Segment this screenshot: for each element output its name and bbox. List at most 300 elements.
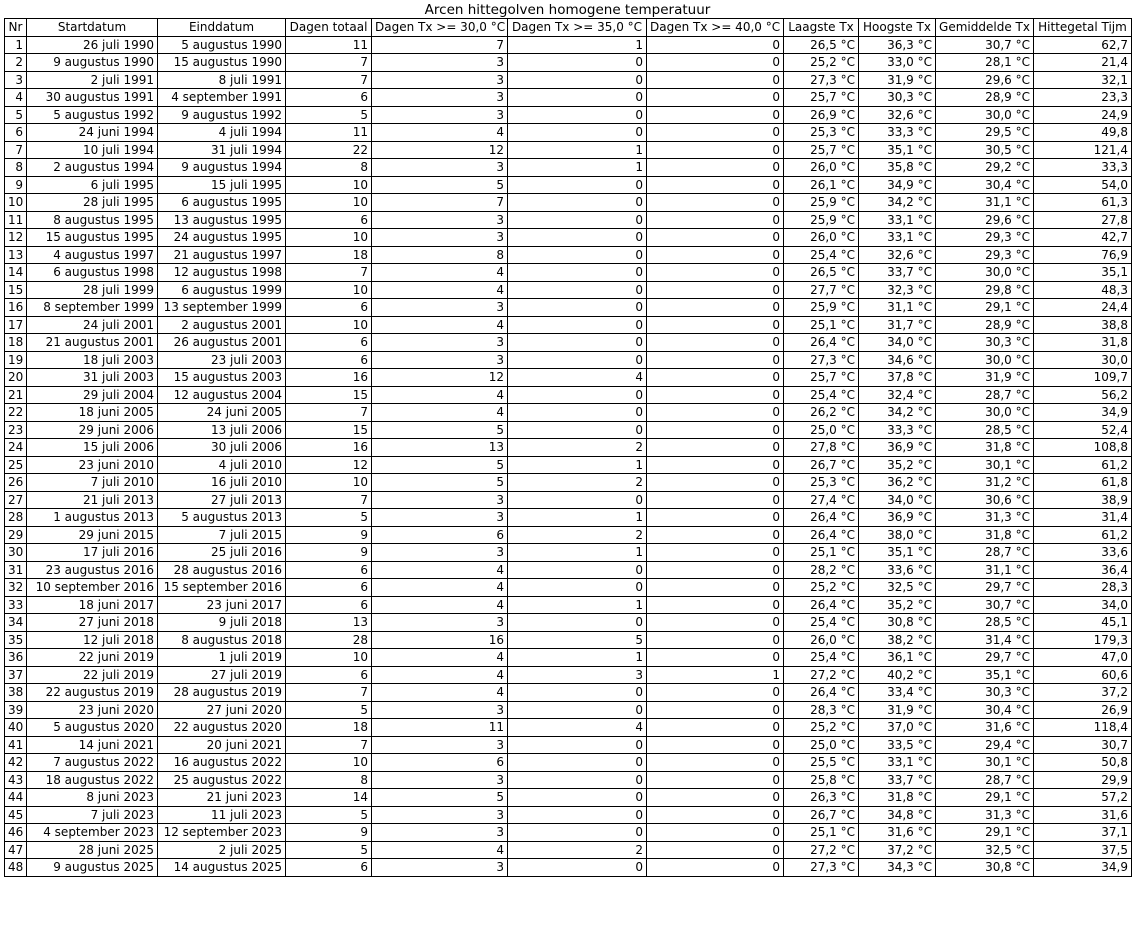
cell-dagen-30: 3 <box>372 54 508 72</box>
cell-einddatum: 12 augustus 1998 <box>158 264 286 282</box>
cell-dagen-30: 4 <box>372 666 508 684</box>
cell-dagen-totaal: 7 <box>286 736 372 754</box>
cell-startdatum: 8 augustus 1995 <box>27 211 158 229</box>
cell-dagen-30: 4 <box>372 579 508 597</box>
cell-dagen-40: 0 <box>647 719 784 737</box>
cell-gemiddelde-tx: 30,7 °C <box>936 596 1034 614</box>
cell-dagen-40: 0 <box>647 526 784 544</box>
cell-laagste-tx: 28,3 °C <box>784 701 859 719</box>
table-row <box>5 509 1132 527</box>
cell-hoogste-tx: 31,9 °C <box>859 71 936 89</box>
cell-einddatum: 11 juli 2023 <box>158 806 286 824</box>
cell-einddatum: 13 september 1999 <box>158 299 286 317</box>
cell-dagen-30: 3 <box>372 211 508 229</box>
cell-startdatum: 18 augustus 2022 <box>27 771 158 789</box>
cell-gemiddelde-tx: 29,2 °C <box>936 159 1034 177</box>
cell-dagen-35: 0 <box>508 579 647 597</box>
table-row <box>5 736 1132 754</box>
table-row <box>5 631 1132 649</box>
cell-dagen-40: 0 <box>647 701 784 719</box>
cell-hittegetal: 36,4 <box>1034 561 1132 579</box>
cell-einddatum: 6 augustus 1999 <box>158 281 286 299</box>
cell-hittegetal: 118,4 <box>1034 719 1132 737</box>
cell-dagen-35: 2 <box>508 841 647 859</box>
cell-hittegetal: 121,4 <box>1034 141 1132 159</box>
cell-gemiddelde-tx: 30,3 °C <box>936 684 1034 702</box>
cell-hittegetal: 27,8 <box>1034 211 1132 229</box>
cell-dagen-totaal: 5 <box>286 841 372 859</box>
cell-gemiddelde-tx: 29,3 °C <box>936 229 1034 247</box>
cell-einddatum: 28 augustus 2016 <box>158 561 286 579</box>
cell-dagen-35: 3 <box>508 666 647 684</box>
cell-dagen-40: 0 <box>647 369 784 387</box>
cell-startdatum: 8 juni 2023 <box>27 789 158 807</box>
cell-startdatum: 28 juli 1999 <box>27 281 158 299</box>
table-row <box>5 106 1132 124</box>
cell-dagen-35: 0 <box>508 264 647 282</box>
cell-startdatum: 18 juni 2005 <box>27 404 158 422</box>
cell-hoogste-tx: 40,2 °C <box>859 666 936 684</box>
cell-hittegetal: 45,1 <box>1034 614 1132 632</box>
cell-hoogste-tx: 33,7 °C <box>859 771 936 789</box>
cell-nr: 3 <box>5 71 27 89</box>
cell-startdatum: 15 juli 2006 <box>27 439 158 457</box>
cell-laagste-tx: 27,7 °C <box>784 281 859 299</box>
cell-laagste-tx: 26,0 °C <box>784 229 859 247</box>
cell-dagen-40: 0 <box>647 491 784 509</box>
cell-einddatum: 4 juli 2010 <box>158 456 286 474</box>
cell-hittegetal: 61,2 <box>1034 456 1132 474</box>
cell-dagen-30: 3 <box>372 824 508 842</box>
cell-gemiddelde-tx: 28,7 °C <box>936 544 1034 562</box>
cell-hoogste-tx: 34,3 °C <box>859 859 936 877</box>
cell-startdatum: 2 augustus 1994 <box>27 159 158 177</box>
cell-laagste-tx: 25,4 °C <box>784 386 859 404</box>
cell-startdatum: 5 augustus 2020 <box>27 719 158 737</box>
cell-dagen-30: 3 <box>372 736 508 754</box>
cell-startdatum: 23 juni 2010 <box>27 456 158 474</box>
cell-nr: 19 <box>5 351 27 369</box>
cell-hittegetal: 76,9 <box>1034 246 1132 264</box>
cell-nr: 32 <box>5 579 27 597</box>
cell-nr: 28 <box>5 509 27 527</box>
cell-dagen-40: 0 <box>647 386 784 404</box>
cell-laagste-tx: 25,4 °C <box>784 246 859 264</box>
cell-hoogste-tx: 32,5 °C <box>859 579 936 597</box>
cell-einddatum: 1 juli 2019 <box>158 649 286 667</box>
cell-nr: 1 <box>5 36 27 54</box>
cell-laagste-tx: 25,4 °C <box>784 649 859 667</box>
cell-startdatum: 21 juli 2013 <box>27 491 158 509</box>
cell-dagen-30: 16 <box>372 631 508 649</box>
cell-einddatum: 4 juli 1994 <box>158 124 286 142</box>
cell-dagen-totaal: 16 <box>286 439 372 457</box>
cell-hittegetal: 34,9 <box>1034 404 1132 422</box>
cell-gemiddelde-tx: 31,6 °C <box>936 719 1034 737</box>
cell-dagen-35: 1 <box>508 159 647 177</box>
cell-hittegetal: 61,3 <box>1034 194 1132 212</box>
cell-laagste-tx: 25,5 °C <box>784 754 859 772</box>
cell-hittegetal: 31,6 <box>1034 806 1132 824</box>
table-row <box>5 124 1132 142</box>
cell-laagste-tx: 26,5 °C <box>784 264 859 282</box>
cell-hittegetal: 61,8 <box>1034 474 1132 492</box>
cell-dagen-40: 0 <box>647 736 784 754</box>
table-row <box>5 404 1132 422</box>
cell-dagen-40: 0 <box>647 544 784 562</box>
cell-dagen-40: 0 <box>647 596 784 614</box>
cell-nr: 31 <box>5 561 27 579</box>
cell-dagen-totaal: 6 <box>286 334 372 352</box>
cell-gemiddelde-tx: 29,7 °C <box>936 579 1034 597</box>
cell-laagste-tx: 25,3 °C <box>784 474 859 492</box>
cell-dagen-40: 0 <box>647 649 784 667</box>
cell-hoogste-tx: 33,4 °C <box>859 684 936 702</box>
table-row <box>5 439 1132 457</box>
cell-nr: 30 <box>5 544 27 562</box>
cell-nr: 23 <box>5 421 27 439</box>
cell-hoogste-tx: 37,2 °C <box>859 841 936 859</box>
cell-dagen-40: 0 <box>647 124 784 142</box>
cell-nr: 13 <box>5 246 27 264</box>
cell-hittegetal: 26,9 <box>1034 701 1132 719</box>
cell-dagen-35: 0 <box>508 614 647 632</box>
cell-nr: 10 <box>5 194 27 212</box>
cell-gemiddelde-tx: 30,6 °C <box>936 491 1034 509</box>
cell-nr: 46 <box>5 824 27 842</box>
cell-dagen-40: 0 <box>647 806 784 824</box>
cell-einddatum: 21 augustus 1997 <box>158 246 286 264</box>
page-title: Arcen hittegolven homogene temperatuur <box>424 2 711 18</box>
cell-nr: 8 <box>5 159 27 177</box>
cell-nr: 15 <box>5 281 27 299</box>
cell-laagste-tx: 25,2 °C <box>784 719 859 737</box>
table-row <box>5 771 1132 789</box>
cell-dagen-40: 1 <box>647 666 784 684</box>
cell-startdatum: 21 augustus 2001 <box>27 334 158 352</box>
cell-laagste-tx: 25,8 °C <box>784 771 859 789</box>
cell-dagen-35: 0 <box>508 561 647 579</box>
cell-dagen-totaal: 9 <box>286 824 372 842</box>
cell-laagste-tx: 26,7 °C <box>784 806 859 824</box>
cell-dagen-35: 0 <box>508 404 647 422</box>
cell-nr: 24 <box>5 439 27 457</box>
cell-dagen-40: 0 <box>647 789 784 807</box>
cell-hittegetal: 37,1 <box>1034 824 1132 842</box>
cell-dagen-40: 0 <box>647 89 784 107</box>
table-row <box>5 701 1132 719</box>
cell-dagen-totaal: 9 <box>286 526 372 544</box>
cell-dagen-30: 3 <box>372 806 508 824</box>
cell-gemiddelde-tx: 31,9 °C <box>936 369 1034 387</box>
cell-dagen-35: 4 <box>508 719 647 737</box>
table-row <box>5 36 1132 54</box>
cell-gemiddelde-tx: 28,5 °C <box>936 421 1034 439</box>
cell-gemiddelde-tx: 30,0 °C <box>936 106 1034 124</box>
column-header-dagen-30: Dagen Tx >= 30,0 °C <box>372 19 508 37</box>
cell-laagste-tx: 26,0 °C <box>784 631 859 649</box>
table-row <box>5 176 1132 194</box>
cell-startdatum: 28 juli 1995 <box>27 194 158 212</box>
cell-dagen-35: 0 <box>508 684 647 702</box>
cell-nr: 36 <box>5 649 27 667</box>
cell-dagen-totaal: 9 <box>286 544 372 562</box>
cell-dagen-totaal: 6 <box>286 211 372 229</box>
cell-dagen-totaal: 6 <box>286 299 372 317</box>
table-row <box>5 824 1132 842</box>
cell-hittegetal: 31,8 <box>1034 334 1132 352</box>
cell-einddatum: 15 juli 1995 <box>158 176 286 194</box>
table-row <box>5 526 1132 544</box>
cell-dagen-30: 4 <box>372 649 508 667</box>
cell-einddatum: 24 augustus 1995 <box>158 229 286 247</box>
cell-laagste-tx: 25,7 °C <box>784 369 859 387</box>
column-header-startdatum: Startdatum <box>27 19 158 37</box>
cell-einddatum: 23 juni 2017 <box>158 596 286 614</box>
cell-startdatum: 23 juni 2020 <box>27 701 158 719</box>
cell-hoogste-tx: 36,9 °C <box>859 509 936 527</box>
cell-dagen-30: 4 <box>372 124 508 142</box>
cell-dagen-40: 0 <box>647 281 784 299</box>
cell-nr: 6 <box>5 124 27 142</box>
cell-hoogste-tx: 31,6 °C <box>859 824 936 842</box>
cell-gemiddelde-tx: 28,5 °C <box>936 614 1034 632</box>
cell-laagste-tx: 26,0 °C <box>784 159 859 177</box>
column-header-einddatum: Einddatum <box>158 19 286 37</box>
table-body <box>5 36 1132 876</box>
cell-dagen-totaal: 8 <box>286 159 372 177</box>
table-row <box>5 561 1132 579</box>
cell-hittegetal: 28,3 <box>1034 579 1132 597</box>
cell-dagen-30: 3 <box>372 71 508 89</box>
cell-laagste-tx: 27,3 °C <box>784 71 859 89</box>
cell-nr: 27 <box>5 491 27 509</box>
cell-hoogste-tx: 32,4 °C <box>859 386 936 404</box>
cell-dagen-40: 0 <box>647 474 784 492</box>
cell-startdatum: 18 juli 2003 <box>27 351 158 369</box>
cell-gemiddelde-tx: 31,8 °C <box>936 439 1034 457</box>
table-row <box>5 684 1132 702</box>
cell-dagen-totaal: 6 <box>286 579 372 597</box>
cell-gemiddelde-tx: 30,3 °C <box>936 334 1034 352</box>
cell-gemiddelde-tx: 28,7 °C <box>936 386 1034 404</box>
cell-startdatum: 1 augustus 2013 <box>27 509 158 527</box>
cell-dagen-30: 4 <box>372 281 508 299</box>
cell-hoogste-tx: 32,6 °C <box>859 106 936 124</box>
cell-dagen-30: 5 <box>372 474 508 492</box>
cell-einddatum: 16 juli 2010 <box>158 474 286 492</box>
cell-nr: 40 <box>5 719 27 737</box>
cell-laagste-tx: 26,4 °C <box>784 526 859 544</box>
cell-hoogste-tx: 36,9 °C <box>859 439 936 457</box>
cell-nr: 34 <box>5 614 27 632</box>
cell-nr: 5 <box>5 106 27 124</box>
cell-dagen-35: 0 <box>508 789 647 807</box>
cell-einddatum: 14 augustus 2025 <box>158 859 286 877</box>
table-row <box>5 754 1132 772</box>
cell-dagen-30: 4 <box>372 404 508 422</box>
cell-einddatum: 12 augustus 2004 <box>158 386 286 404</box>
cell-dagen-totaal: 6 <box>286 859 372 877</box>
cell-dagen-30: 3 <box>372 491 508 509</box>
cell-dagen-30: 3 <box>372 334 508 352</box>
cell-hoogste-tx: 33,3 °C <box>859 421 936 439</box>
cell-gemiddelde-tx: 28,9 °C <box>936 316 1034 334</box>
cell-nr: 26 <box>5 474 27 492</box>
cell-gemiddelde-tx: 29,1 °C <box>936 299 1034 317</box>
cell-hoogste-tx: 33,6 °C <box>859 561 936 579</box>
cell-hoogste-tx: 34,8 °C <box>859 806 936 824</box>
cell-hittegetal: 108,8 <box>1034 439 1132 457</box>
cell-laagste-tx: 25,1 °C <box>784 316 859 334</box>
cell-hittegetal: 37,2 <box>1034 684 1132 702</box>
cell-gemiddelde-tx: 30,7 °C <box>936 36 1034 54</box>
cell-startdatum: 29 juni 2015 <box>27 526 158 544</box>
cell-laagste-tx: 25,4 °C <box>784 614 859 632</box>
cell-dagen-totaal: 10 <box>286 229 372 247</box>
cell-laagste-tx: 25,9 °C <box>784 194 859 212</box>
cell-dagen-40: 0 <box>647 299 784 317</box>
cell-startdatum: 14 juni 2021 <box>27 736 158 754</box>
cell-dagen-30: 3 <box>372 701 508 719</box>
cell-hittegetal: 30,0 <box>1034 351 1132 369</box>
cell-nr: 7 <box>5 141 27 159</box>
cell-dagen-40: 0 <box>647 579 784 597</box>
cell-dagen-35: 1 <box>508 141 647 159</box>
cell-gemiddelde-tx: 29,1 °C <box>936 789 1034 807</box>
cell-dagen-totaal: 6 <box>286 596 372 614</box>
cell-nr: 33 <box>5 596 27 614</box>
cell-laagste-tx: 26,9 °C <box>784 106 859 124</box>
cell-gemiddelde-tx: 31,1 °C <box>936 561 1034 579</box>
cell-dagen-35: 2 <box>508 474 647 492</box>
cell-startdatum: 8 september 1999 <box>27 299 158 317</box>
cell-laagste-tx: 26,1 °C <box>784 176 859 194</box>
cell-gemiddelde-tx: 29,3 °C <box>936 246 1034 264</box>
cell-laagste-tx: 26,5 °C <box>784 36 859 54</box>
cell-dagen-totaal: 6 <box>286 89 372 107</box>
cell-gemiddelde-tx: 31,3 °C <box>936 806 1034 824</box>
table-row <box>5 841 1132 859</box>
cell-einddatum: 2 juli 2025 <box>158 841 286 859</box>
cell-hoogste-tx: 35,1 °C <box>859 141 936 159</box>
cell-einddatum: 25 augustus 2022 <box>158 771 286 789</box>
cell-gemiddelde-tx: 29,7 °C <box>936 649 1034 667</box>
cell-dagen-35: 1 <box>508 649 647 667</box>
cell-einddatum: 8 augustus 2018 <box>158 631 286 649</box>
cell-dagen-40: 0 <box>647 404 784 422</box>
cell-einddatum: 5 augustus 1990 <box>158 36 286 54</box>
table-row <box>5 299 1132 317</box>
cell-hittegetal: 52,4 <box>1034 421 1132 439</box>
cell-gemiddelde-tx: 31,2 °C <box>936 474 1034 492</box>
cell-hittegetal: 49,8 <box>1034 124 1132 142</box>
cell-hoogste-tx: 34,2 °C <box>859 404 936 422</box>
cell-nr: 17 <box>5 316 27 334</box>
cell-dagen-30: 7 <box>372 36 508 54</box>
cell-hittegetal: 21,4 <box>1034 54 1132 72</box>
cell-dagen-40: 0 <box>647 246 784 264</box>
cell-laagste-tx: 28,2 °C <box>784 561 859 579</box>
cell-gemiddelde-tx: 31,8 °C <box>936 526 1034 544</box>
cell-gemiddelde-tx: 31,3 °C <box>936 509 1034 527</box>
cell-dagen-30: 4 <box>372 264 508 282</box>
cell-einddatum: 23 juli 2003 <box>158 351 286 369</box>
cell-hoogste-tx: 31,8 °C <box>859 789 936 807</box>
cell-hoogste-tx: 33,1 °C <box>859 229 936 247</box>
cell-gemiddelde-tx: 28,7 °C <box>936 771 1034 789</box>
cell-dagen-35: 0 <box>508 806 647 824</box>
cell-startdatum: 24 juni 1994 <box>27 124 158 142</box>
cell-dagen-40: 0 <box>647 509 784 527</box>
cell-nr: 22 <box>5 404 27 422</box>
table-row <box>5 666 1132 684</box>
cell-laagste-tx: 26,2 °C <box>784 404 859 422</box>
table-row <box>5 491 1132 509</box>
cell-dagen-40: 0 <box>647 159 784 177</box>
cell-dagen-30: 3 <box>372 299 508 317</box>
cell-hoogste-tx: 32,6 °C <box>859 246 936 264</box>
cell-dagen-40: 0 <box>647 334 784 352</box>
cell-einddatum: 22 augustus 2020 <box>158 719 286 737</box>
cell-hoogste-tx: 31,1 °C <box>859 299 936 317</box>
cell-hoogste-tx: 36,3 °C <box>859 36 936 54</box>
cell-laagste-tx: 25,0 °C <box>784 736 859 754</box>
cell-dagen-35: 0 <box>508 771 647 789</box>
table-row <box>5 246 1132 264</box>
cell-gemiddelde-tx: 30,1 °C <box>936 754 1034 772</box>
cell-dagen-35: 0 <box>508 281 647 299</box>
cell-gemiddelde-tx: 29,6 °C <box>936 211 1034 229</box>
cell-dagen-40: 0 <box>647 456 784 474</box>
table-row <box>5 159 1132 177</box>
table-row <box>5 54 1132 72</box>
cell-dagen-30: 7 <box>372 194 508 212</box>
cell-nr: 29 <box>5 526 27 544</box>
cell-startdatum: 7 juli 2010 <box>27 474 158 492</box>
cell-startdatum: 7 augustus 2022 <box>27 754 158 772</box>
table-row <box>5 596 1132 614</box>
cell-laagste-tx: 25,7 °C <box>784 141 859 159</box>
cell-nr: 20 <box>5 369 27 387</box>
cell-gemiddelde-tx: 28,9 °C <box>936 89 1034 107</box>
cell-dagen-40: 0 <box>647 824 784 842</box>
cell-hoogste-tx: 35,8 °C <box>859 159 936 177</box>
cell-startdatum: 26 juli 1990 <box>27 36 158 54</box>
cell-hoogste-tx: 33,1 °C <box>859 211 936 229</box>
table-row <box>5 264 1132 282</box>
cell-hittegetal: 38,8 <box>1034 316 1132 334</box>
table-row <box>5 649 1132 667</box>
cell-dagen-totaal: 6 <box>286 666 372 684</box>
cell-dagen-totaal: 28 <box>286 631 372 649</box>
cell-nr: 14 <box>5 264 27 282</box>
table-row <box>5 806 1132 824</box>
cell-dagen-totaal: 11 <box>286 36 372 54</box>
cell-hoogste-tx: 34,2 °C <box>859 194 936 212</box>
table-row <box>5 89 1132 107</box>
cell-laagste-tx: 25,0 °C <box>784 421 859 439</box>
cell-dagen-totaal: 6 <box>286 561 372 579</box>
cell-nr: 45 <box>5 806 27 824</box>
cell-hittegetal: 31,4 <box>1034 509 1132 527</box>
table-row <box>5 859 1132 877</box>
cell-nr: 11 <box>5 211 27 229</box>
cell-dagen-35: 0 <box>508 194 647 212</box>
cell-nr: 39 <box>5 701 27 719</box>
cell-hoogste-tx: 38,0 °C <box>859 526 936 544</box>
cell-nr: 43 <box>5 771 27 789</box>
